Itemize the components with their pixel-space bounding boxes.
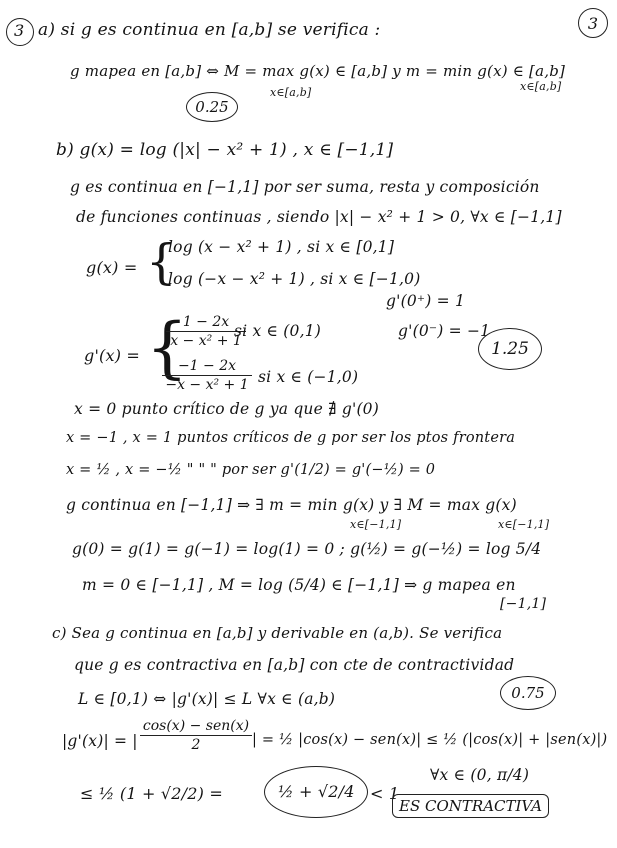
part-c-less-than-one: < 1: [370, 784, 400, 803]
part-b-line-1: b) g(x) = log (|x| − x² + 1) , x ∈ [−1,1]: [56, 140, 394, 160]
g-prime-label: g'(x) =: [84, 346, 141, 365]
fraction-bar: [140, 735, 252, 736]
score-total: 3: [578, 8, 608, 38]
part-a-line-2: g mapea en [a,b] ⇔ M = max g(x) ∈ [a,b] y m = min g(x) ∈ [a,b]: [70, 62, 566, 80]
part-a-sub-min: x∈[a,b]: [520, 80, 562, 93]
function-values: g(0) = g(1) = g(−1) = log(1) = 0 ; g(½) = g(−½) = log 5/4: [72, 540, 542, 558]
part-c-line-2: que g es contractiva en [a,b] con cte de contractividad: [74, 656, 515, 674]
continuity-sub-min: x∈[−1,1]: [350, 518, 402, 531]
g-case-2: log (−x − x² + 1) , si x ∈ [−1,0): [168, 270, 421, 288]
continuity-extrema: g continua en [−1,1] ⇒ ∃ m = min g(x) y ∃ M = max g(x): [66, 496, 517, 514]
score-b: 1.25: [478, 328, 542, 370]
mapping-result: m = 0 ∈ [−1,1] , M = log (5/4) ∈ [−1,1] ⇒ g mapea en: [82, 576, 516, 594]
contractive-conclusion-box: ES CONTRACTIVA: [392, 794, 549, 818]
score-a: 0.25: [186, 92, 238, 122]
part-c-bound-start: |g'(x)| = |: [62, 732, 138, 750]
part-c-line-1: c) Sea g continua en [a,b] y derivable en (a,b). Se verifica: [52, 624, 503, 642]
critical-points-half: x = ½ , x = −½ " " " por ser g'(1/2) = g'(−½) = 0: [66, 462, 436, 478]
part-c-bound-denominator: 2: [191, 737, 201, 753]
g-prime-brace: {: [146, 309, 188, 386]
g-definition-label: g(x) =: [86, 258, 138, 277]
right-derivative: g'(0⁺) = 1: [386, 292, 466, 310]
score-c: 0.75: [500, 676, 556, 710]
critical-point-0: x = 0 punto crítico de g ya que ∄ g'(0): [74, 400, 379, 418]
part-c-bound-rest: | = ½ |cos(x) − sen(x)| ≤ ½ (|cos(x)| + |sen(x)|): [252, 732, 608, 748]
fraction-bar: [162, 375, 252, 376]
part-a-sub-max: x∈[a,b]: [270, 86, 312, 99]
part-c-bound-numerator: cos(x) − sen(x): [142, 718, 250, 734]
part-c-bound-fraction: [140, 718, 252, 753]
derivative-case-2-denominator: −x − x² + 1: [165, 377, 249, 393]
part-b-line-3: de funciones continuas , siendo |x| − x² + 1 > 0, ∀x ∈ [−1,1]: [76, 208, 562, 226]
circled-bound-expression: ½ + √2/4: [278, 782, 355, 801]
part-c-line-3: L ∈ [0,1) ⇔ |g'(x)| ≤ L ∀x ∈ (a,b): [78, 690, 336, 708]
derivative-case-2-condition: si x ∈ (−1,0): [258, 368, 359, 386]
problem-number: 3: [14, 21, 25, 40]
derivative-case-1-denominator: x − x² + 1: [170, 333, 242, 349]
left-derivative: g'(0⁻) = −1: [398, 322, 491, 340]
part-b-line-2: g es continua en [−1,1] por ser suma, resta y composición: [70, 178, 540, 196]
derivative-case-1-numerator: 1 − 2x: [182, 314, 230, 330]
part-a-line-1: a) si g es continua en [a,b] se verifica :: [38, 20, 381, 40]
part-c-forall: ∀x ∈ (0, π/4): [430, 766, 530, 784]
continuity-sub-max: x∈[−1,1]: [498, 518, 550, 531]
derivative-case-2-numerator: −1 − 2x: [177, 358, 237, 374]
g-definition-brace: {: [146, 234, 177, 290]
mapping-result-interval: [−1,1]: [500, 596, 547, 612]
part-c-estimate: ≤ ½ (1 + √2/2) =: [80, 784, 223, 803]
g-case-1: log (x − x² + 1) , si x ∈ [0,1]: [168, 238, 395, 256]
derivative-case-1-condition: si x ∈ (0,1): [234, 322, 322, 340]
critical-points-endpoints: x = −1 , x = 1 puntos críticos de g por ser los ptos frontera: [66, 430, 516, 446]
derivative-case-2-fraction: [162, 358, 252, 393]
